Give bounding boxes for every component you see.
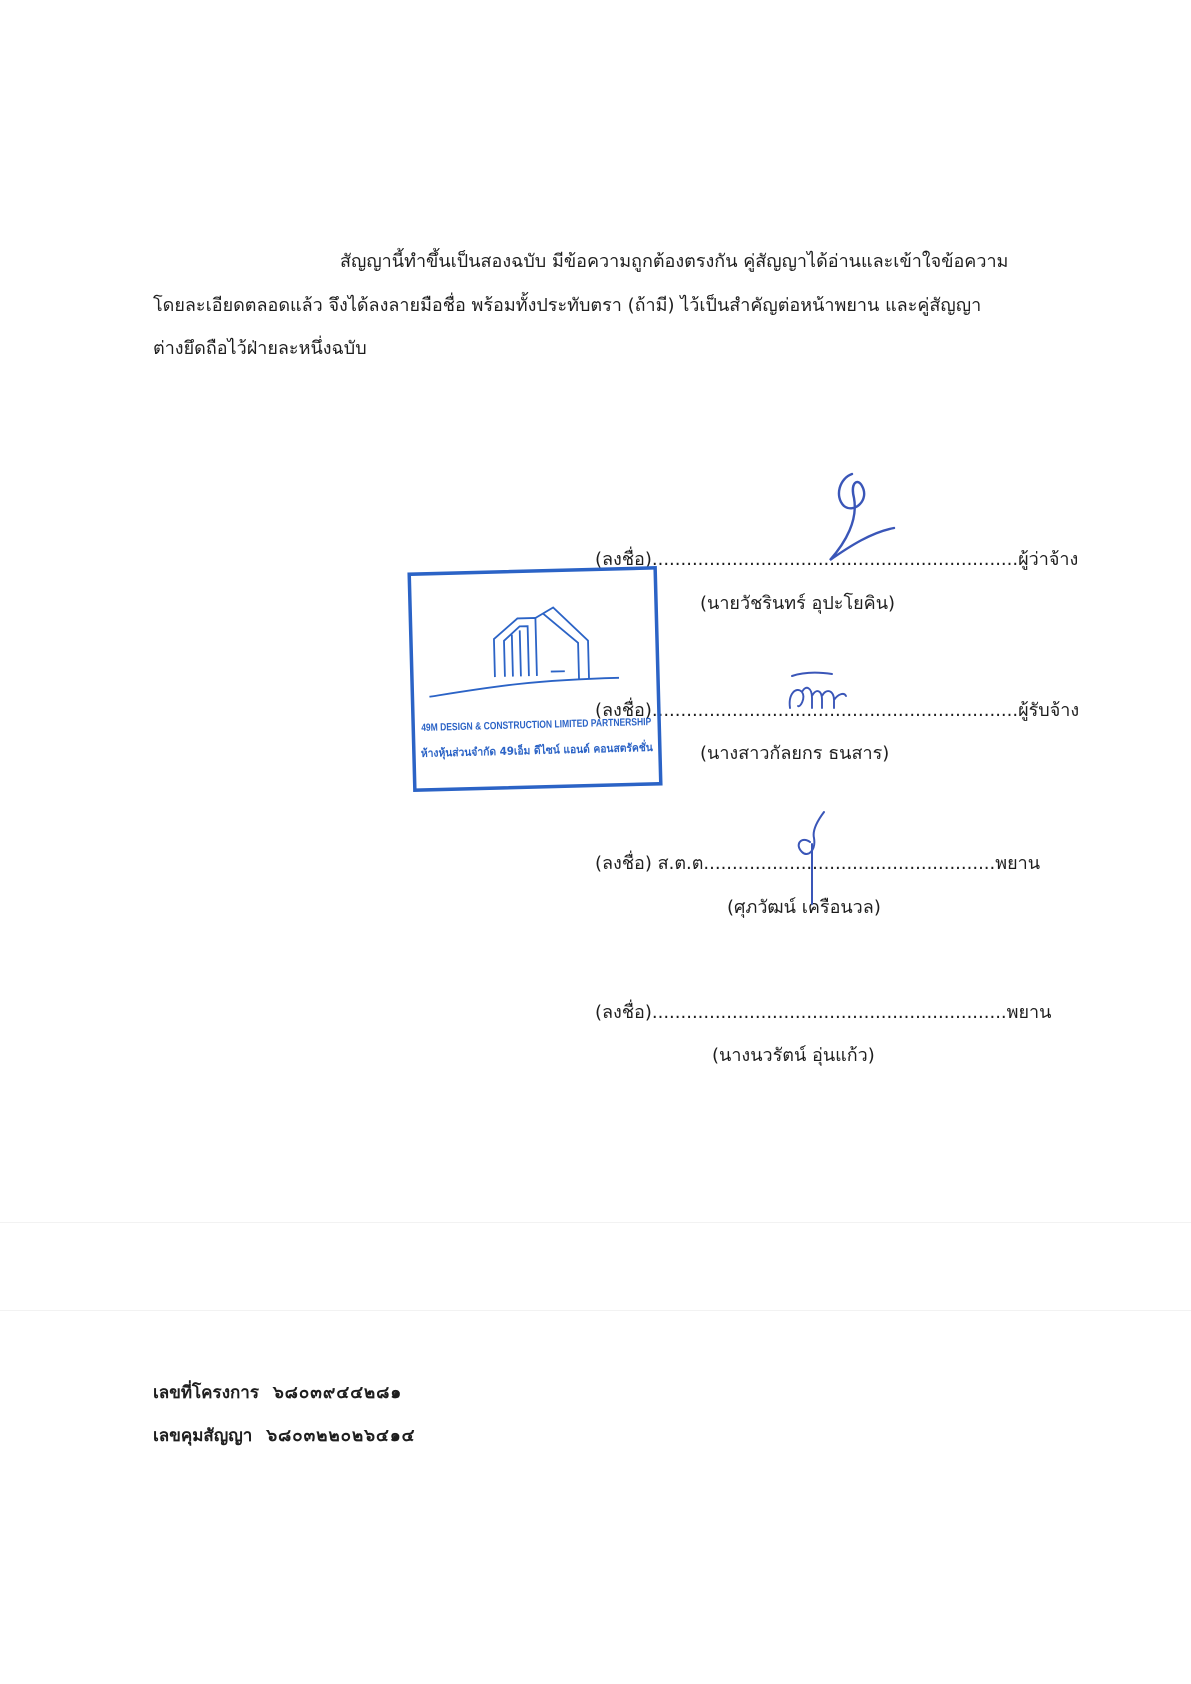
paragraph-line-2: โดยละเอียดตลอดแล้ว จึงได้ลงลายมือชื่อ พร้อมทั้งประทับตรา (ถ้ามี) ไว้เป็นสำคัญต่อหน้าพยาน และคู่สัญญา <box>153 295 982 316</box>
signature-line-employer: (ลงชื่อ)................................................................ผู้ว่าจ้าง <box>595 549 1079 570</box>
contractor-signature <box>784 668 854 718</box>
employer-signature <box>810 468 900 578</box>
signer-name-contractor: (นางสาวกัลยกร ธนสาร) <box>700 743 890 764</box>
signer-name-employer: (นายวัชรินทร์ อุปะโยคิน) <box>700 593 896 614</box>
contract-number-label: เลขคุมสัญญา <box>153 1426 253 1446</box>
signature-line-witness-2: (ลงชื่อ)..............................................................พยาน <box>595 1002 1052 1023</box>
contract-number-value: ๖๘๐๓๒๒๐๒๖๔๑๔ <box>266 1426 416 1446</box>
scan-artifact-line <box>0 1310 1191 1311</box>
project-number-row <box>153 1379 402 1406</box>
signer-name-witness-2: (นางนวรัตน์ อุ่นแก้ว) <box>712 1045 875 1066</box>
signature-line-contractor: (ลงชื่อ)................................................................ผู้รับจ้าง <box>595 700 1080 721</box>
witness-signature <box>780 808 830 908</box>
building-logo-icon <box>427 606 619 697</box>
company-stamp <box>406 565 706 794</box>
project-number-label: เลขที่โครงการ <box>153 1383 259 1403</box>
signature-line-witness-1: (ลงชื่อ) ส.ต.ต...................................................พยาน <box>595 853 1041 874</box>
signer-name-witness-1: (ศุภวัฒน์ เครือนวล) <box>727 897 881 918</box>
paragraph-line-3: ต่างยึดถือไว้ฝ่ายละหนึ่งฉบับ <box>153 338 367 359</box>
contract-number-row <box>153 1422 416 1449</box>
project-number-value: ๖๘๐๓๙๔๔๒๘๑ <box>272 1383 403 1403</box>
paragraph-line-1: สัญญานี้ทำขึ้นเป็นสองฉบับ มีข้อความถูกต้องตรงกัน คู่สัญญาได้อ่านและเข้าใจข้อความ <box>340 251 1009 272</box>
scan-artifact-line <box>0 1222 1191 1223</box>
stamp-thai-text: ห้างหุ้นส่วนจำกัด 49เอ็ม ดีไซน์ แอนด์ คอนสตรัคชั่น <box>420 740 670 761</box>
stamp-english-text: 49M DESIGN & CONSTRUCTION LIMITED PARTNERSHIP <box>421 714 706 734</box>
